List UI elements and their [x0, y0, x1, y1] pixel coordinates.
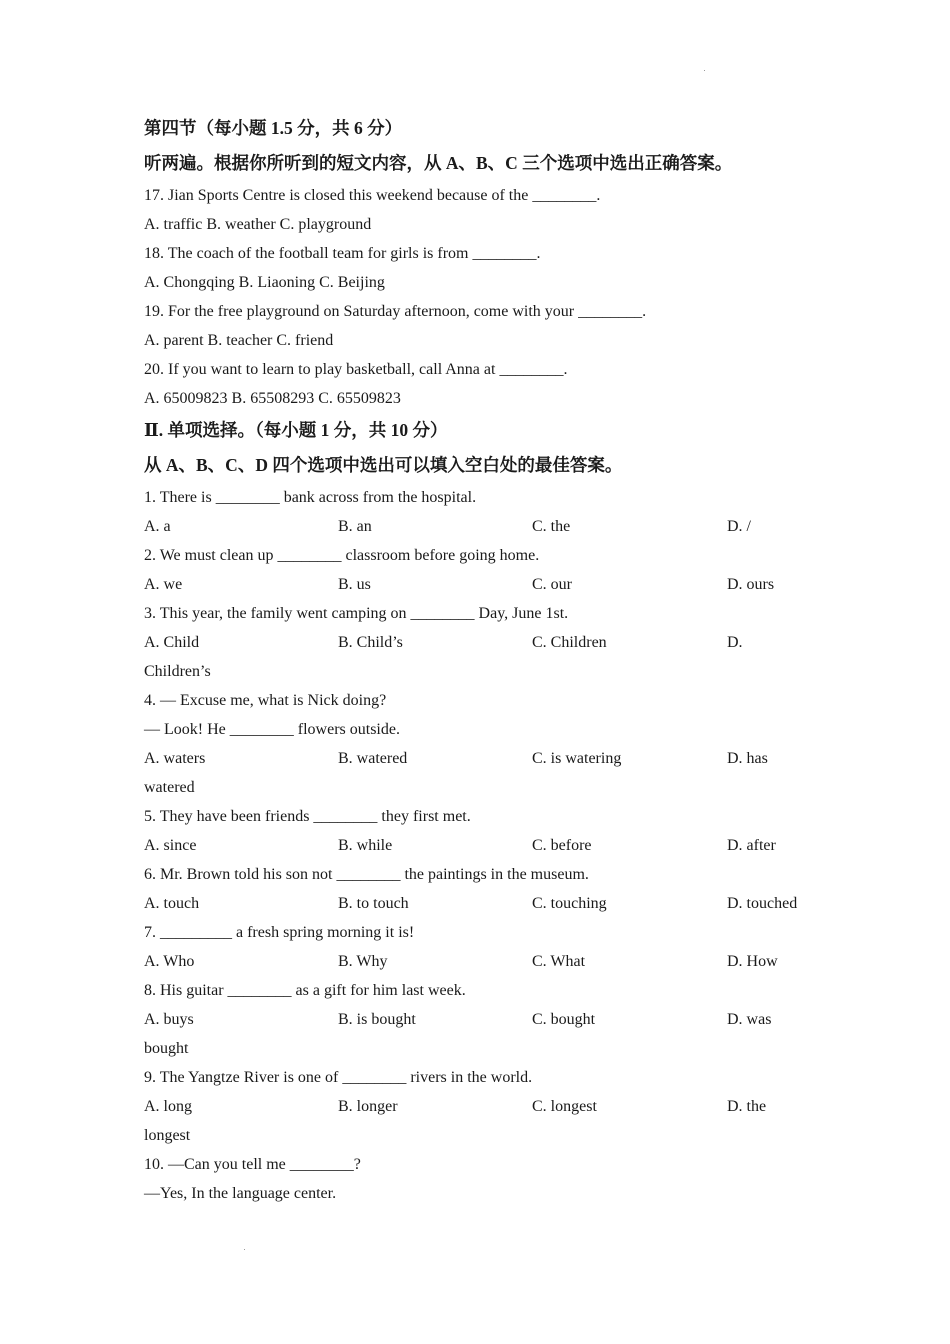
scan-dot	[244, 1249, 245, 1250]
question-9: 9. The Yangtze River is one of ________ rivers in the world.	[144, 1069, 533, 1086]
option-c: C. What	[532, 953, 586, 970]
options-19: A. parent B. teacher C. friend	[144, 332, 334, 349]
option-d: D. ours	[727, 576, 775, 593]
option-a: A. waters	[144, 750, 206, 767]
option-d: D. was	[727, 1011, 772, 1028]
option-d-wrap: Children’s	[144, 663, 211, 680]
option-a: A. since	[144, 837, 197, 854]
question-19: 19. For the free playground on Saturday afternoon, come with your ________.	[144, 303, 647, 320]
option-b: B. while	[338, 837, 393, 854]
option-d: D. has	[727, 750, 768, 767]
option-c: C. touching	[532, 895, 607, 912]
question-5: 5. They have been friends ________ they first met.	[144, 808, 471, 825]
options-18: A. Chongqing B. Liaoning C. Beijing	[144, 274, 385, 291]
question-2: 2. We must clean up ________ classroom before going home.	[144, 547, 540, 564]
option-a: A. Who	[144, 953, 195, 970]
question-10: 10. —Can you tell me ________?	[144, 1156, 361, 1173]
question-17: 17. Jian Sports Centre is closed this weekend because of the ________.	[144, 187, 601, 204]
question-7: 7. _________ a fresh spring morning it is!	[144, 924, 415, 941]
option-d: D. after	[727, 837, 776, 854]
scan-dot	[704, 70, 705, 71]
option-b: B. Why	[338, 953, 388, 970]
option-a: A. we	[144, 576, 183, 593]
option-b: B. an	[338, 518, 372, 535]
question-1: 1. There is ________ bank across from the hospital.	[144, 489, 477, 506]
question-8: 8. His guitar ________ as a gift for him last week.	[144, 982, 466, 999]
section4-instruction: 听两遍。根据你所听到的短文内容，从 A、B、C 三个选项中选出正确答案。	[144, 153, 733, 173]
option-c: C. the	[532, 518, 571, 535]
option-d: D. touched	[727, 895, 798, 912]
option-a: A. Child	[144, 634, 200, 651]
part2-instruction: 从 A、B、C、D 四个选项中选出可以填入空白处的最佳答案。	[144, 455, 623, 475]
option-b: B. us	[338, 576, 371, 593]
question-10-line2: —Yes, In the language center.	[144, 1185, 337, 1202]
option-b: B. is bought	[338, 1011, 416, 1028]
option-d: D.	[727, 634, 743, 651]
option-c: C. is watering	[532, 750, 622, 767]
options-17: A. traffic B. weather C. playground	[144, 216, 372, 233]
section4-heading: 第四节（每小题 1.5 分，共 6 分）	[144, 118, 403, 138]
question-20: 20. If you want to learn to play basketball, call Anna at ________.	[144, 361, 568, 378]
option-c: C. our	[532, 576, 572, 593]
question-4-line2: — Look! He ________ flowers outside.	[144, 721, 400, 738]
option-d-wrap: longest	[144, 1127, 191, 1144]
option-d-wrap: bought	[144, 1040, 189, 1057]
option-c: C. longest	[532, 1098, 597, 1115]
option-b: B. longer	[338, 1098, 398, 1115]
option-d: D. How	[727, 953, 778, 970]
option-d: D. the	[727, 1098, 767, 1115]
question-4: 4. — Excuse me, what is Nick doing?	[144, 692, 387, 709]
options-20: A. 65009823 B. 65508293 C. 65509823	[144, 390, 401, 407]
option-b: B. Child’s	[338, 634, 403, 651]
option-a: A. a	[144, 518, 171, 535]
option-a: A. touch	[144, 895, 200, 912]
option-d: D. /	[727, 518, 751, 535]
part2-heading: Ⅱ. 单项选择。（每小题 1 分，共 10 分）	[144, 420, 448, 440]
option-b: B. to touch	[338, 895, 409, 912]
option-c: C. bought	[532, 1011, 596, 1028]
option-a: A. buys	[144, 1011, 194, 1028]
question-6: 6. Mr. Brown told his son not ________ the paintings in the museum.	[144, 866, 589, 883]
option-c: C. Children	[532, 634, 607, 651]
option-b: B. watered	[338, 750, 408, 767]
option-a: A. long	[144, 1098, 192, 1115]
option-d-wrap: watered	[144, 779, 195, 796]
question-18: 18. The coach of the football team for girls is from ________.	[144, 245, 541, 262]
question-3: 3. This year, the family went camping on ________ Day, June 1st.	[144, 605, 569, 622]
option-c: C. before	[532, 837, 592, 854]
